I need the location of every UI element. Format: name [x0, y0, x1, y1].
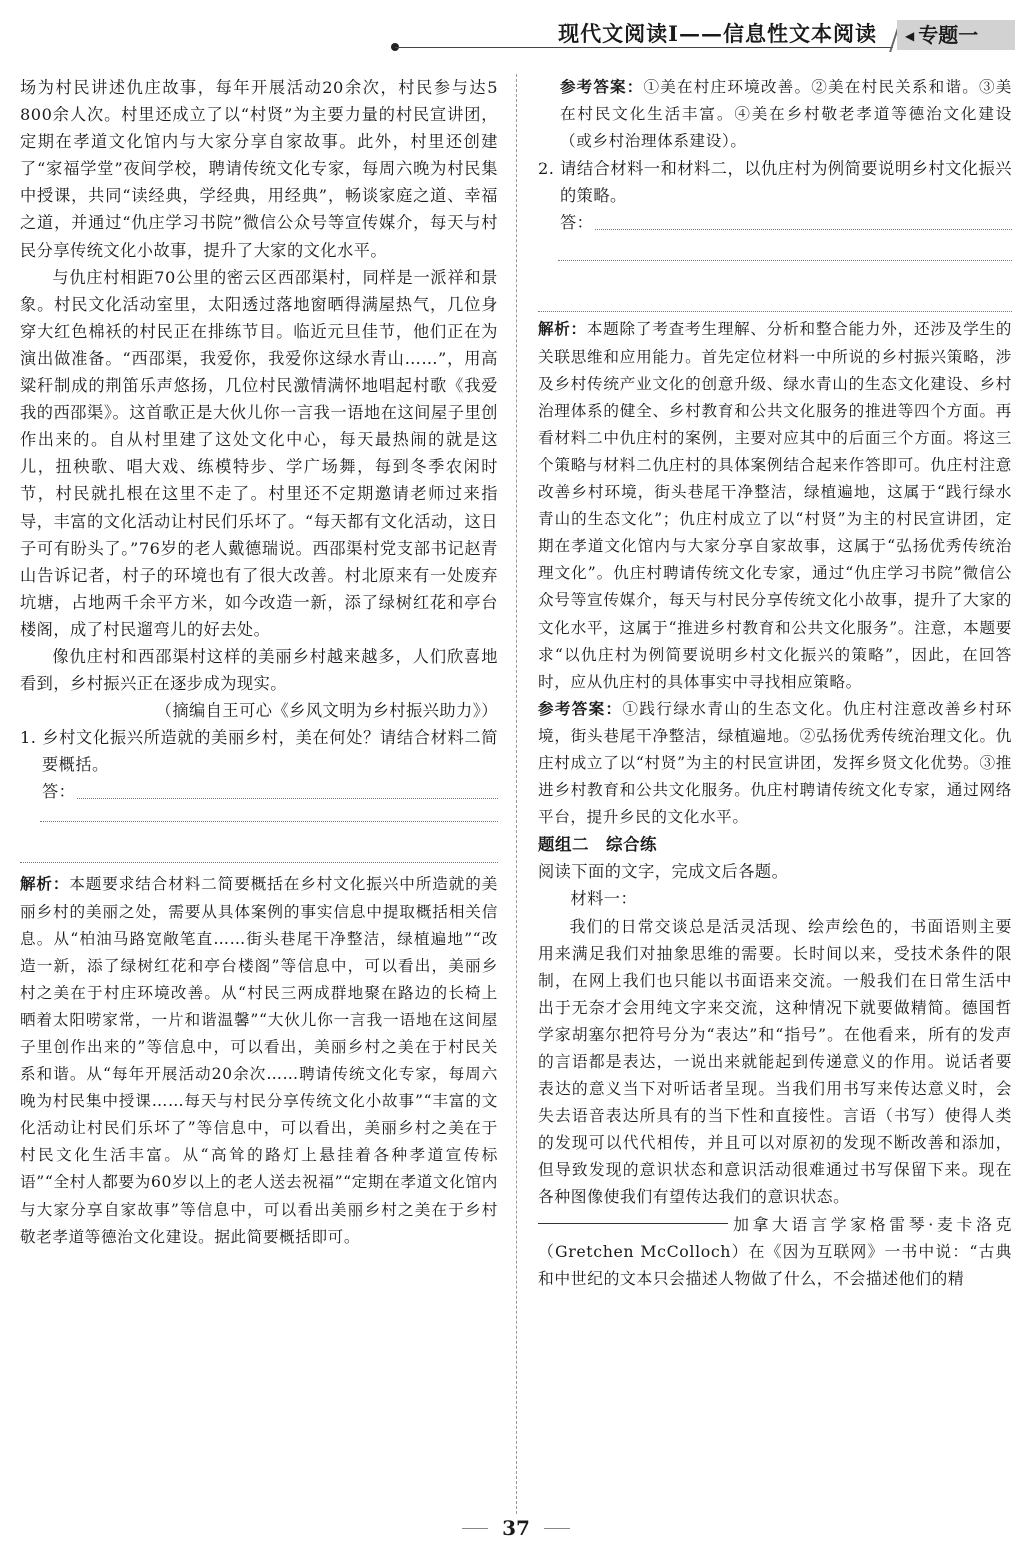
left-column [20, 74, 498, 1251]
answer-line-3 [538, 209, 1012, 236]
header-topic-tab [897, 20, 1015, 50]
column-divider [516, 74, 517, 1514]
group-title: 题组二 综合练 [538, 835, 657, 855]
material-2-text: 加拿大语言学家格雷琴·麦卡洛克（Gretchen McColloch）在《因为互联网》一书中说：“古典和中世纪的文本只会描述人物做了什么，不会描述他们的精 [538, 1214, 1012, 1288]
reference-answer-1-text: ①美在村庄环境改善。②美在村民关系和谐。③美在村民文化生活丰富。④美在乡村敬老孝道等德治文化建设（或乡村治理体系建设）。 [560, 78, 1012, 151]
page-number-footer [0, 1516, 1032, 1540]
reference-answer-2-text: ①践行绿水青山的生态文化。仇庄村注意改善乡村环境，街头巷尾干净整洁，绿植遍地。②弘扬优秀传统治理文化。仇庄村成立了以“村贤”为主的村民宣讲团，发挥乡贤文化优势。③推进乡村教育和公共文化服务。仇庄村聘请传统文化专家，通过网络平台，提升乡民的文化水平。 [538, 699, 1012, 827]
analysis-1-text: 本题要求结合材料二简要概括在乡村文化振兴中所造就的美丽乡村的美丽之处，需要从具体案例的事实信息中提取概括相关信息。从“柏油马路宽敞笔直……街头巷尾干净整洁，绿植遍地”“改造一新，添了绿树红花和亭台楼阁”等信息中，可以看出，美丽乡村之美在于村庄环境改善。从“村民三两成群地聚在路边的长椅上晒着太阳唠家常，一片和谐温馨”“大伙儿你一言我一语地在这间屋子里创作出来的”等信息中，可以看出，美丽乡村之美在于村民关系和谐。从“每年开展活动20余次……聘请传统文化专家，每周六晚为村民集中授课……每天与村民分享传统文化小故事”“丰富的文化活动让村民们乐坏了”等信息中，可以看出，美丽乡村之美在于村民文化生活丰富。从“高耸的路灯上悬挂着各种孝道宣传标语”“全村人都要为60岁以上的老人送去祝福”“定期在孝道文化馆内与大家分享自家故事”等信息中，可以看出美丽乡村之美在于乡村敬老孝道等德治文化建设。据此简要概括即可。 [20, 875, 498, 1246]
article-source: （摘编自王可心《乡风文明为乡村振兴助力》） [155, 701, 498, 721]
analysis-2 [538, 316, 1012, 695]
analysis-tag: 解析： [20, 875, 70, 894]
question-1: 1. 乡村文化振兴所造就的美丽乡村，美在何处？请结合材料二简要概括。 [20, 728, 498, 775]
reading-instruction: 阅读下面的文字，完成文后各题。 [538, 862, 789, 882]
question-2: 2. 请结合材料一和材料二，以仇庄村为例简要说明乡村文化振兴的策略。 [538, 159, 1012, 206]
answer-label: 答： [42, 782, 76, 802]
quote-dash [538, 1223, 728, 1224]
article-paragraph-3: 像仇庄村和西邵渠村这样的美丽乡村越来越多，人们欣喜地看到，乡村振兴正在逐步成为现实。 [20, 646, 498, 694]
analysis-2-text: 本题除了考查考生理解、分析和整合能力外，还涉及学生的关联思维和应用能力。首先定位材料一中所说的乡村振兴策略，涉及乡村传统产业文化的创意升级、绿水青山的生态文化建设、乡村治理体系的健全、乡村教育和公共文化服务的推进等四个方面。再看材料二中仇庄村的案例，主要对应其中的后面三个方面。将这三个策略与材料二仇庄村的具体案例结合起来作答即可。仇庄村注意改善乡村环境，街头巷尾干净整洁，绿植遍地，这属于“践行绿水青山的生态文化”；仇庄村成立了以“村贤”为主的村民宣讲团，定期在孝道文化馆内与大家分享自家故事，这属于“弘扬优秀传统治理文化”。仇庄村聘请传统文化专家，通过“仇庄学习书院”微信公众号等宣传媒介，每天与村民分享传统文化小故事，提升了大家的文化水平，这属于“推进乡村教育和公共文化服务”。注意，本题要求“以仇庄村为例简要说明乡村文化振兴的策略”，因此，在回答时，应从仇庄村的具体事实中寻找相应策略。 [538, 320, 1012, 691]
reference-answer-2 [538, 696, 1012, 831]
article-paragraph-2: 与仇庄村相距70公里的密云区西邵渠村，同样是一派祥和景象。村民文化活动室里，太阳透过落地窗晒得满屋热气，几位身穿大红色棉袄的村民正在排练节目。临近元旦佳节，他们正在为演出做准备。“西邵渠，我爱你，我爱你这绿水青山……”，用高粱秆制成的荆笛乐声悠扬，几位村民激情满怀地唱起村歌《我爱我的西邵渠》。这首歌正是大伙儿你一言我一语地在这间屋子里创作出来的。自从村里建了这处文化中心，每天最热闹的就是这儿，扭秧歌、唱大戏、练模特步、学广场舞，每到冬季农闲时节，村民就扎根在这里不走了。村里还不定期邀请老师过来指导，丰富的文化活动让村民们乐坏了。“每天都有文化活动，这日子可有盼头了。”76岁的老人戴德瑞说。西邵渠村党支部书记赵青山告诉记者，村子的环境也有了很大改善。村北原来有一处废弃坑塘，占地两千余平方米，如今改造一新，添了绿树红花和亭台楼阁，成了村民遛弯儿的好去处。 [20, 267, 498, 639]
right-column [538, 74, 1012, 1292]
answer-label-2: 答： [560, 213, 594, 233]
answer-line-1 [20, 778, 498, 805]
reference-answer-tag-2: 参考答案： [538, 699, 623, 718]
analysis-1 [20, 871, 498, 1250]
reference-answer-1 [538, 74, 1012, 155]
article-paragraph-1: 场为村民讲述仇庄故事，每年开展活动20余次，村民参与达5 800余人次。村里还成立了以“村贤”为主要力量的村民宣讲团，定期在孝道文化馆内与大家分享自家故事。此外，村里还创建了“家福学堂”夜间学校，聘请传统文化专家，每周六晚为村民集中授课，共同“读经典，学经典，用经典”，畅谈家庭之道、幸福之道，并通过“仇庄学习书院”微信公众号等宣传媒介，每天与村民分享传统文化小故事，提升了大家的文化水平。 [20, 78, 498, 260]
material-1-text: 我们的日常交谈总是活灵活现、绘声绘色的，书面语则主要用来满足我们对抽象思维的需要。长时间以来，受技术条件的限制，在网上我们也只能以书面语来交流。一般我们在日常生活中出于无奈才会用纯文字来交流，这种情况下就要做精简。德国哲学家胡塞尔把符号分为“表达”和“指号”。在他看来，所有的发声的言语都是表达，一说出来就能起到传递意义的作用。说话者要表达的意义当下对听话者呈现。当我们用书写来传达意义时，会失去语音表达所具有的当下性和直接性。言语（书写）使得人类的发现可以代代相传，并且可以对原初的发现不断改善和添加，但导致发现的意识状态和意识活动很难通过书写保留下来。现在各种图像使我们有望传达我们的意识状态。 [538, 916, 1012, 1207]
analysis-tag-2: 解析： [538, 320, 587, 339]
material-label: 材料一： [570, 889, 638, 909]
page-number: 37 [502, 1516, 530, 1540]
reference-answer-tag: 参考答案： [560, 78, 644, 96]
header-title: 现代文阅读Ⅰ——信息性文本阅读 [558, 21, 877, 46]
material-2-start [538, 1211, 1012, 1292]
header-tab-label: 专题一 [918, 23, 979, 47]
triangle-left-icon: ◀ [905, 29, 915, 43]
page-header [395, 14, 1015, 54]
